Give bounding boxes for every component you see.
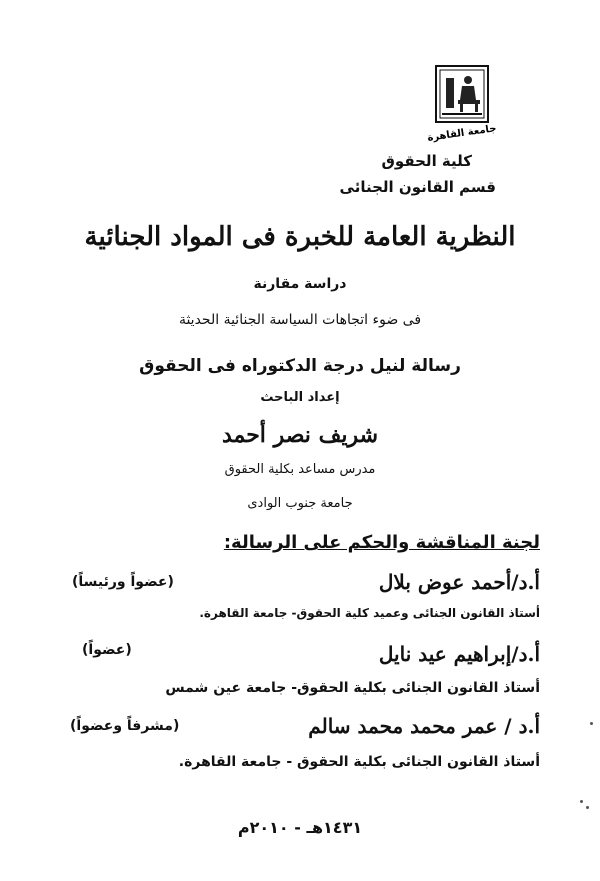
scan-speck <box>580 800 583 803</box>
thesis-title: النظرية العامة للخبرة فى المواد الجنائية <box>84 222 516 252</box>
author-name: شريف نصر أحمد <box>221 422 379 448</box>
faculty-name: كلية الحقوق <box>381 152 472 170</box>
study-context: فى ضوء اتجاهات السياسة الجنائية الحديثة <box>178 312 422 328</box>
scan-speck <box>590 722 593 725</box>
author-position: مدرس مساعد بكلية الحقوق <box>224 462 376 477</box>
member-role: (عضواً ورئيساً) <box>72 574 174 590</box>
department-name: قسم القانون الجنائى <box>339 178 496 196</box>
member-affiliation: أستاذ القانون الجنائى بكلية الحقوق - جامعة القاهرة. <box>178 754 540 770</box>
prepared-by-label: إعداد الباحث <box>260 390 340 405</box>
study-type: دراسة مقارنة <box>253 276 347 292</box>
member-name: أ.د/أحمد عوض بلال <box>378 570 540 594</box>
member-role: (عضواً) <box>82 642 132 658</box>
date: ١٤٣١هـ - ٢٠١٠م <box>237 818 363 837</box>
member-affiliation: أستاذ القانون الجنائى وعميد كلية الحقوق- جامعة القاهرة. <box>199 606 540 620</box>
member-name: أ.د / عمر محمد محمد سالم <box>308 714 540 738</box>
committee-heading: لجنة المناقشة والحكم على الرسالة: <box>223 532 540 553</box>
member-affiliation: أستاذ القانون الجنائى بكلية الحقوق- جامعة عين شمس <box>165 680 540 696</box>
degree-statement: رسالة لنيل درجة الدكتوراه فى الحقوق <box>139 356 461 376</box>
member-role: (مشرفاً وعضواً) <box>70 718 180 734</box>
scan-speck <box>586 806 589 809</box>
member-name: أ.د/إبراهيم عيد نايل <box>378 642 540 666</box>
author-university: جامعة جنوب الوادى <box>247 496 353 511</box>
logo-caption: جامعة القاهرة <box>426 123 498 144</box>
university-logo <box>426 64 498 144</box>
